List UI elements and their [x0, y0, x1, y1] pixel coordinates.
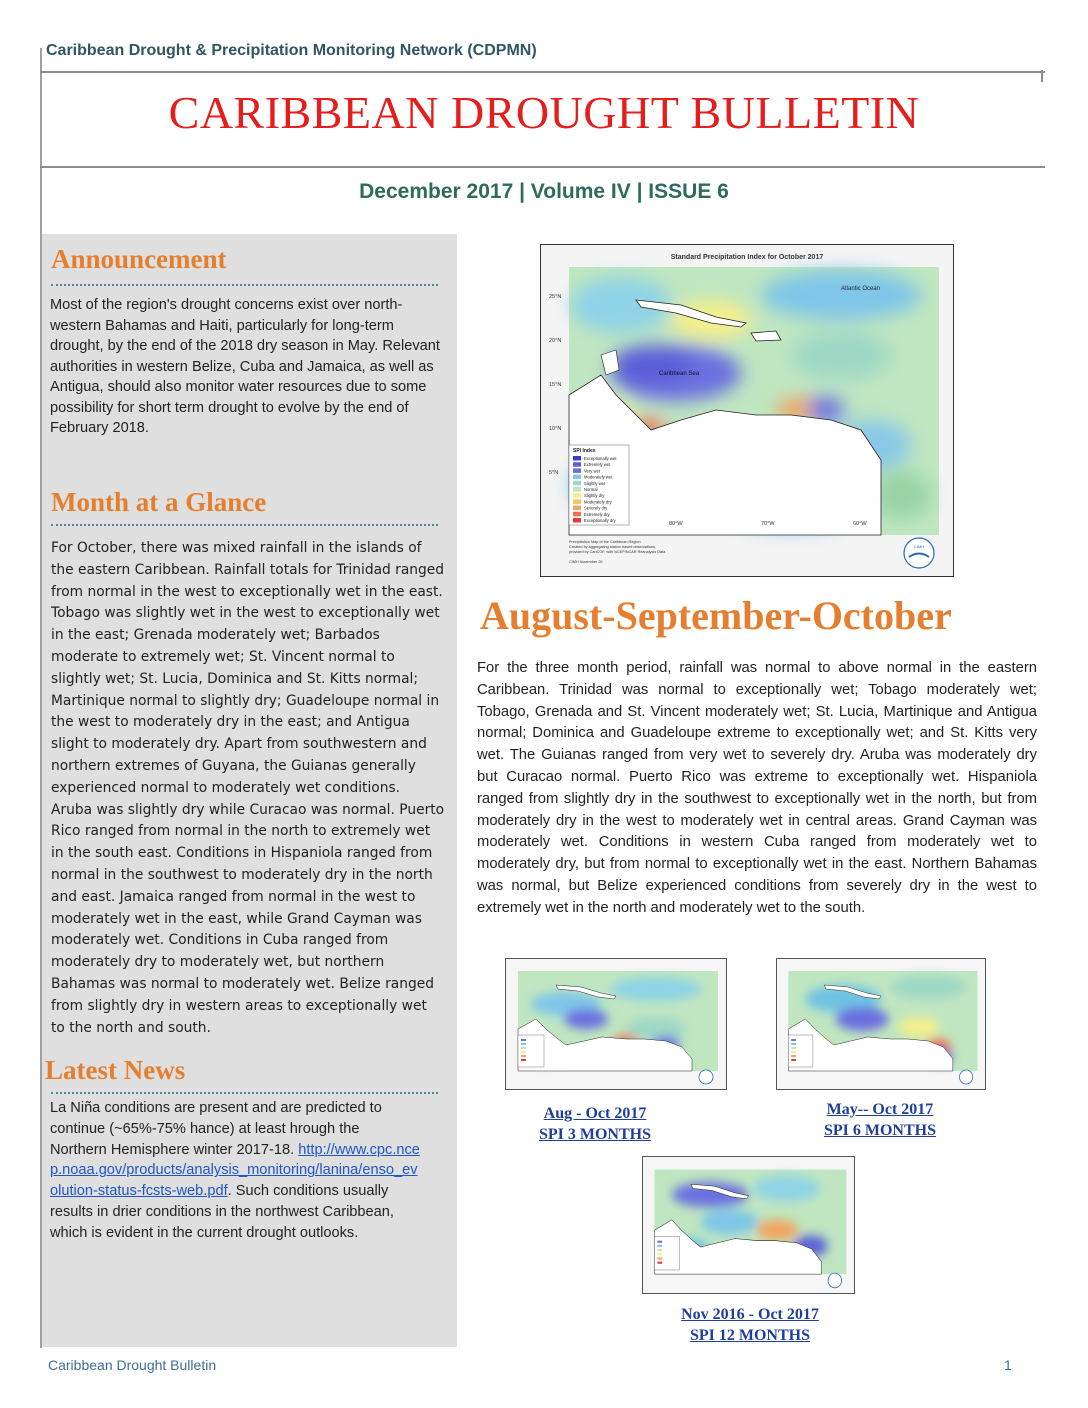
lat-label: 10°N: [549, 426, 562, 432]
note-date: CIMH November 20: [569, 560, 603, 564]
legend-swatch: [573, 462, 581, 467]
spi-12-caption-label[interactable]: SPI 12 MONTHS: [689, 1327, 810, 1344]
bulletin-title: CARIBBEAN DROUGHT BULLETIN: [168, 87, 920, 138]
legend-swatch: [573, 518, 581, 523]
glance-text: For October, there was mixed rainfall in the islands of the eastern Caribbean. Rainfall totals for Trinidad ranged from normal in the west to exceptionally wet in the east. Tobago was slightly wet in the west to exceptionally wet in the east; Grenada moderately wet; Barbados moderate to extremely wet; St. Vincent normal to slightly wet; St. Lucia, Dominica and St. Kitts normal; Martinique normal to slightly dry; Guadeloupe normal in the west to moderately dry in the east; and Antigua slight to moderately dry. Apart from southwestern and northern extremes of Guyana, the Guianas generally experienced normal to moderately wet conditions. Aruba was slightly dry while Curacao was normal. Puerto Rico ranged from normal in the north to extremely wet in the south east. Conditions in Hispaniola ranged from normal in the southwest to moderately dry in the north and east. Jamaica ranged from normal in the west to moderately wet in the east, while Grand Cayman was moderately wet. Conditions in Cuba ranged from moderately dry to moderately wet, but northern Bahamas was normal to moderately wet. Belize ranged from slightly dry in western areas to exceptionally wet to the north and south.: [51, 540, 445, 1036]
note-line: Created by aggregating station based observations,: [569, 545, 656, 549]
network-name: Caribbean Drought & Precipitation Monitoring Network (CDPMN): [46, 42, 537, 59]
news-heading: Latest News: [45, 1055, 186, 1085]
legend-swatch: [573, 506, 581, 511]
legend-label: Moderately dry: [584, 499, 612, 505]
legend-label: Extremely dry: [584, 511, 610, 517]
legend-swatch: [573, 487, 581, 492]
legend-label: Severely dry: [584, 505, 608, 511]
lon-label: 80°W: [669, 521, 683, 527]
legend-label: Slightly dry: [584, 493, 605, 499]
main-spi-map-graphic: [541, 245, 953, 576]
issue-line: December 2017 | Volume IV | ISSUE 6: [359, 180, 729, 203]
announcement-heading: Announcement: [51, 244, 227, 274]
glance-divider: [51, 524, 438, 526]
main-map-legend: [569, 445, 629, 525]
spi-12-caption[interactable]: [650, 1304, 850, 1346]
legend-swatch: [573, 475, 581, 480]
legend-label: Normal: [584, 487, 598, 492]
news-text: [50, 1098, 420, 1244]
legend-label: Exceptionally dry: [584, 518, 616, 523]
small-map-graphic: [506, 959, 726, 1089]
legend-swatch: [573, 481, 581, 486]
legend-label: Exceptionally wet: [584, 456, 617, 461]
spi-6-month-map: [776, 958, 986, 1090]
spi-3-caption-period[interactable]: Aug - Oct 2017: [543, 1105, 647, 1122]
lat-label: 5°N: [549, 470, 559, 476]
legend-label: Moderately wet: [584, 474, 613, 480]
announcement-text: Most of the region's drought concerns exist over north-western Bahamas and Haiti, particularly for long-term drought, by the end of the 2018 dry season in May. Relevant authorities in western Belize, Cuba and Jamaica, as well as Antigua, should also monitor water resources due to some possibility for short term drought to evolve by the end of February 2018.: [50, 297, 440, 436]
spi-6-caption[interactable]: [790, 1099, 970, 1141]
news-divider: [51, 1092, 438, 1094]
legend-swatch: [573, 499, 581, 504]
legend-swatch: [573, 512, 581, 517]
lon-label: 60°W: [853, 521, 867, 527]
main-spi-map: [540, 244, 954, 577]
news-link[interactable]: http://www.cpc.ncep.noaa.gov/products/analysis_monitoring/lanina/enso_evolution-status-fcsts-web.pdf: [50, 1141, 420, 1200]
spi-6-caption-period[interactable]: May-- Oct 2017: [826, 1101, 934, 1118]
small-map-graphic: [643, 1157, 854, 1293]
main-map-title: Standard Precipitation Index for October 2017: [670, 254, 824, 261]
legend-title: SPI Index: [573, 448, 596, 454]
legend-label: Slightly wet: [584, 480, 606, 486]
footer-title: Caribbean Drought Bulletin: [48, 1357, 217, 1373]
note-line: provided by CariCOF, with NCEP/NCAR Reanalysis Data.: [569, 550, 667, 554]
legend-label: Extremely wet: [584, 462, 611, 468]
top-rule-tick: [1041, 70, 1043, 82]
glance-heading: Month at a Glance: [51, 487, 267, 517]
legend-label: Very wet: [584, 468, 601, 474]
spi-3-caption-label[interactable]: SPI 3 MONTHS: [538, 1126, 651, 1143]
aso-heading: August-September-October: [480, 593, 952, 638]
title-rule: [40, 166, 1045, 168]
lat-label: 15°N: [549, 382, 562, 388]
news-text-before: La Niña conditions are present and are predicted to continue (~65%-75% hance) at least hrough the Northern Hemisphere winter 2017-18.: [50, 1100, 382, 1158]
top-rule: [40, 71, 1045, 73]
spi-3-caption[interactable]: [505, 1103, 685, 1145]
spi-6-caption-label[interactable]: SPI 6 MONTHS: [823, 1122, 936, 1139]
legend-swatch: [573, 456, 581, 461]
main-map-caribbean-label: Caribbean Sea: [659, 371, 700, 377]
lat-label: 20°N: [549, 338, 562, 344]
spi-3-month-map: [505, 958, 727, 1090]
logo-text: CIMH: [913, 544, 925, 549]
legend-swatch: [573, 468, 581, 473]
page-number: 1: [1004, 1357, 1012, 1373]
spi-12-caption-period[interactable]: Nov 2016 - Oct 2017: [681, 1306, 819, 1323]
small-map-graphic: [777, 959, 985, 1089]
spi-12-month-map: [642, 1156, 855, 1294]
announcement-divider: [51, 284, 438, 286]
note-line: Precipitation Map of the Caribbean Region: [569, 540, 641, 544]
lat-label: 25°N: [549, 294, 562, 300]
main-map-atlantic-label: Atlantic Ocean: [841, 286, 881, 292]
legend-swatch: [573, 493, 581, 498]
news-text-after: . Such conditions usually results in drier conditions in the northwest Caribbean, which is evident in the current drought outlooks.: [50, 1183, 394, 1241]
lon-label: 70°W: [761, 521, 775, 527]
aso-text: For the three month period, rainfall was normal to above normal in the eastern Caribbean. Trinidad was normal to exceptionally wet; Tobago moderately wet; Tobago, Grenada and St. Vincent moderately wet; St. Lucia, Martinique and Antigua normal; Dominica and Guadeloupe extreme to exceptionally wet; and St. Kitts very wet. The Guianas ranged from very wet to severely dry. Aruba was moderately dry but Curacao normal. Puerto Rico was extreme to exceptionally wet. Hispaniola ranged from slightly dry in the southwest to exceptionally wet in the north, but from moderately dry in the west to moderately wet in central areas. Grand Cayman was moderately wet. Conditions in western Cuba ranged from moderately wet to moderately dry, but from normal to exceptionally wet in the east. Northern Bahamas was normal, but Belize experienced conditions from severely dry in the west to extremely wet in the north and moderately wet to the south.: [477, 660, 1037, 916]
cimh-logo: [904, 538, 934, 568]
